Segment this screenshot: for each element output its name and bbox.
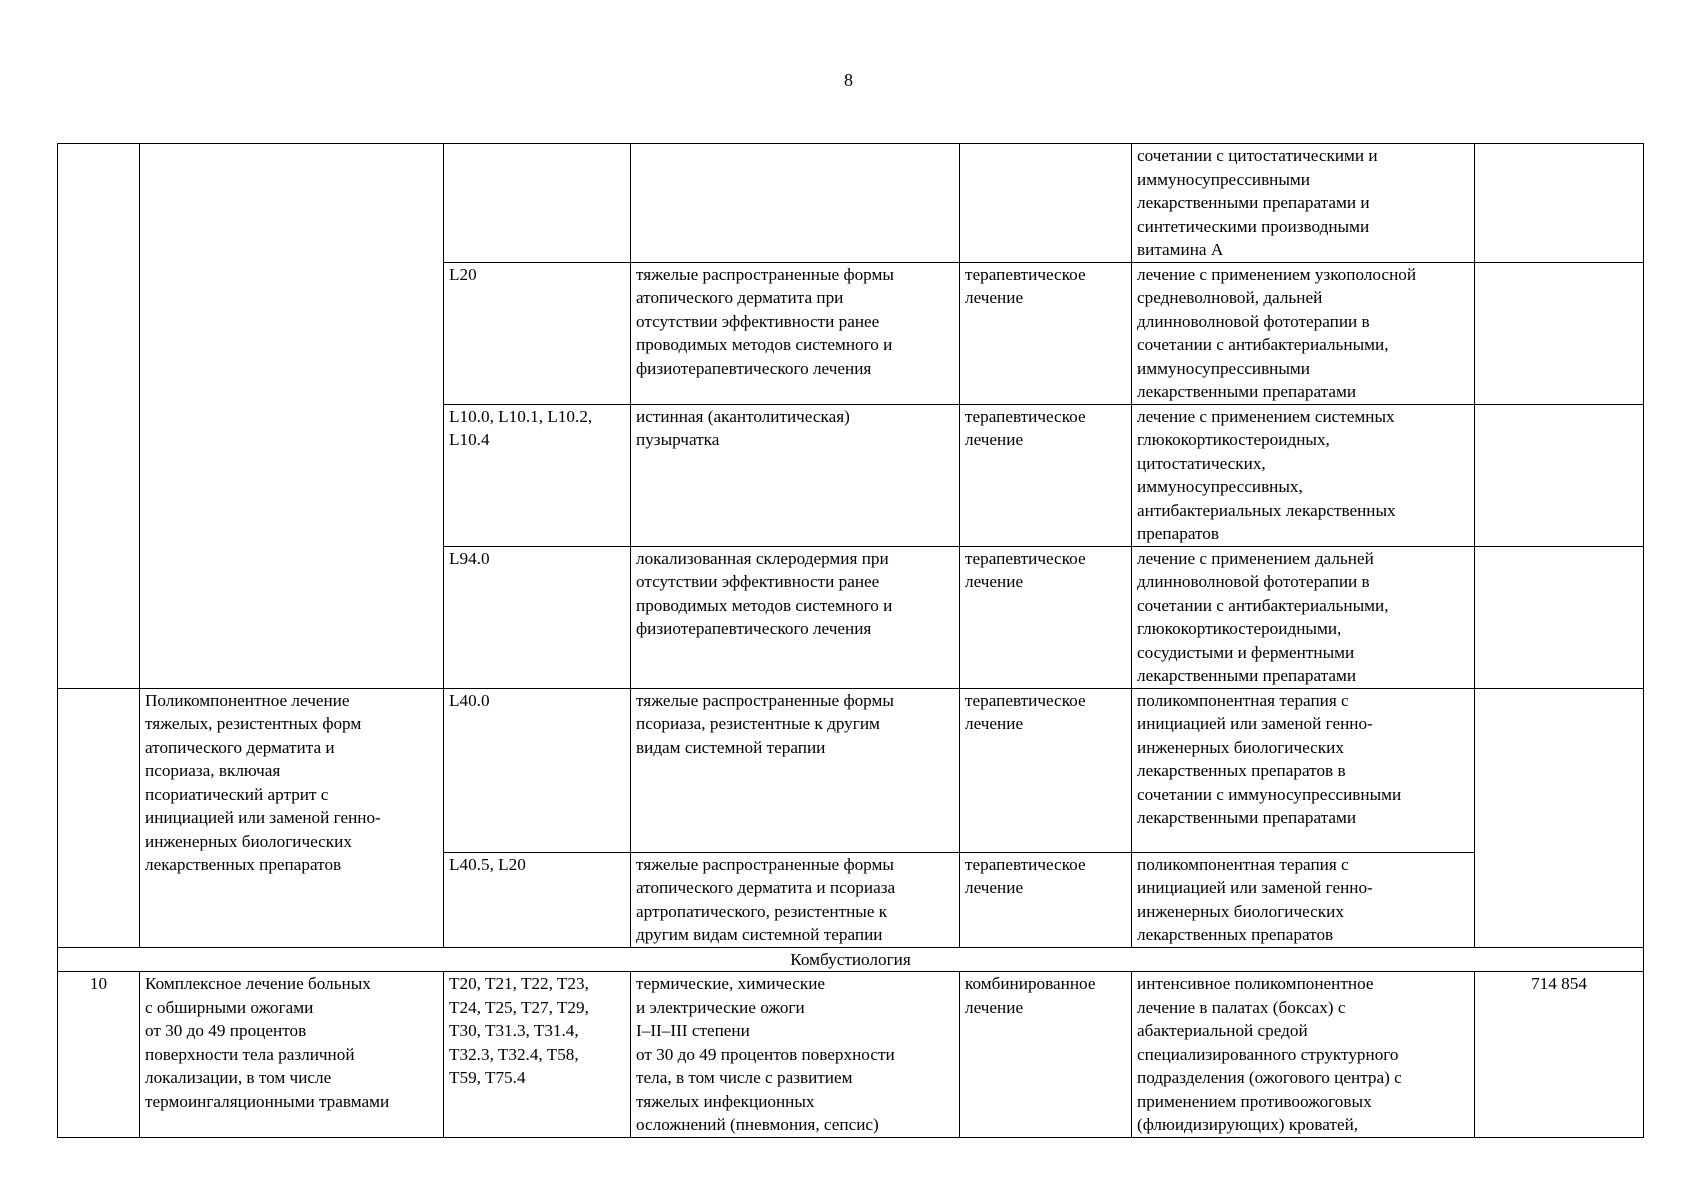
treatment-method-cell: сочетании с цитостатическими и иммуносупрессивными лекарственными препаратами и синтетическими производными витамина А (1132, 144, 1475, 263)
price-cell (1475, 404, 1644, 546)
medical-care-table (57, 143, 1644, 1138)
price-cell (1475, 546, 1644, 688)
treatment-method-cell: поликомпонентная терапия с инициацией или заменой генно- инженерных биологических лекарственных препаратов (1132, 852, 1475, 947)
care-type-cell: Комплексное лечение больных с обширными ожогами от 30 до 49 процентов поверхности тела различной локализации, в том числе термоингаляционными травмами (140, 972, 444, 1138)
patient-model-cell: тяжелые распространенные формы псориаза, резистентные к другим видам системной терапии (631, 688, 960, 852)
treatment-type-cell: терапевтическое лечение (960, 852, 1132, 947)
treatment-method-cell: лечение с применением дальней длинноволновой фототерапии в сочетании с антибактериальными, глюкокортикостероидными, сосудистыми и ферментными лекарственными препаратами (1132, 546, 1475, 688)
treatment-type-cell: терапевтическое лечение (960, 546, 1132, 688)
number-cell (58, 144, 140, 689)
treatment-type-cell: терапевтическое лечение (960, 688, 1132, 852)
treatment-type-cell: терапевтическое лечение (960, 404, 1132, 546)
price-cell: 714 854 (1475, 972, 1644, 1138)
table-row (58, 972, 1644, 1138)
number-cell: 10 (58, 972, 140, 1138)
icd-codes-cell: L20 (444, 262, 631, 404)
icd-codes-cell: L40.5, L20 (444, 852, 631, 947)
patient-model-cell: тяжелые распространенные формы атопического дерматита и псориаза артропатического, резистентные к другим видам системной терапии (631, 852, 960, 947)
section-title: Комбустиология (58, 947, 1644, 972)
care-type-cell (140, 144, 444, 689)
treatment-method-cell: поликомпонентная терапия с инициацией или заменой генно- инженерных биологических лекарственных препаратов в сочетании с иммуносупрессивными лекарственными препаратами (1132, 688, 1475, 852)
table-row (58, 144, 1644, 263)
price-cell (1475, 688, 1644, 947)
page-number: 8 (844, 70, 853, 90)
section-row (58, 947, 1644, 972)
table-row (58, 688, 1644, 852)
treatment-type-cell (960, 144, 1132, 263)
patient-model-cell: истинная (акантолитическая) пузырчатка (631, 404, 960, 546)
number-cell (58, 688, 140, 947)
treatment-type-cell: терапевтическое лечение (960, 262, 1132, 404)
price-cell (1475, 144, 1644, 263)
treatment-type-cell: комбинированное лечение (960, 972, 1132, 1138)
icd-codes-cell: L10.0, L10.1, L10.2, L10.4 (444, 404, 631, 546)
patient-model-cell (631, 144, 960, 263)
icd-codes-cell (444, 144, 631, 263)
patient-model-cell: локализованная склеродермия при отсутствии эффективности ранее проводимых методов системного и физиотерапевтического лечения (631, 546, 960, 688)
treatment-method-cell: лечение с применением узкополосной средневолновой, дальней длинноволновой фототерапии в сочетании с антибактериальными, иммуносупрессивными лекарственными препаратами (1132, 262, 1475, 404)
icd-codes-cell: L94.0 (444, 546, 631, 688)
price-cell (1475, 262, 1644, 404)
patient-model-cell: тяжелые распространенные формы атопического дерматита при отсутствии эффективности ранее проводимых методов системного и физиотерапевтического лечения (631, 262, 960, 404)
treatment-method-cell: лечение с применением системных глюкокортикостероидных, цитостатических, иммуносупрессивных, антибактериальных лекарственных препаратов (1132, 404, 1475, 546)
treatment-method-cell: интенсивное поликомпонентное лечение в палатах (боксах) с абактериальной средой специализированного структурного подразделения (ожогового центра) с применением противоожоговых (флюидизирующих) кроватей, (1132, 972, 1475, 1138)
care-type-cell: Поликомпонентное лечение тяжелых, резистентных форм атопического дерматита и псориаза, включая псориатический артрит с инициацией или заменой генно- инженерных биологических лекарственных препаратов (140, 688, 444, 947)
icd-codes-cell: T20, T21, T22, T23, T24, T25, T27, T29, T30, T31.3, T31.4, T32.3, T32.4, T58, T59, T75.4 (444, 972, 631, 1138)
patient-model-cell: термические, химические и электрические ожоги I–II–III степени от 30 до 49 процентов поверхности тела, в том числе с развитием тяжелых инфекционных осложнений (пневмония, сепсис) (631, 972, 960, 1138)
icd-codes-cell: L40.0 (444, 688, 631, 852)
